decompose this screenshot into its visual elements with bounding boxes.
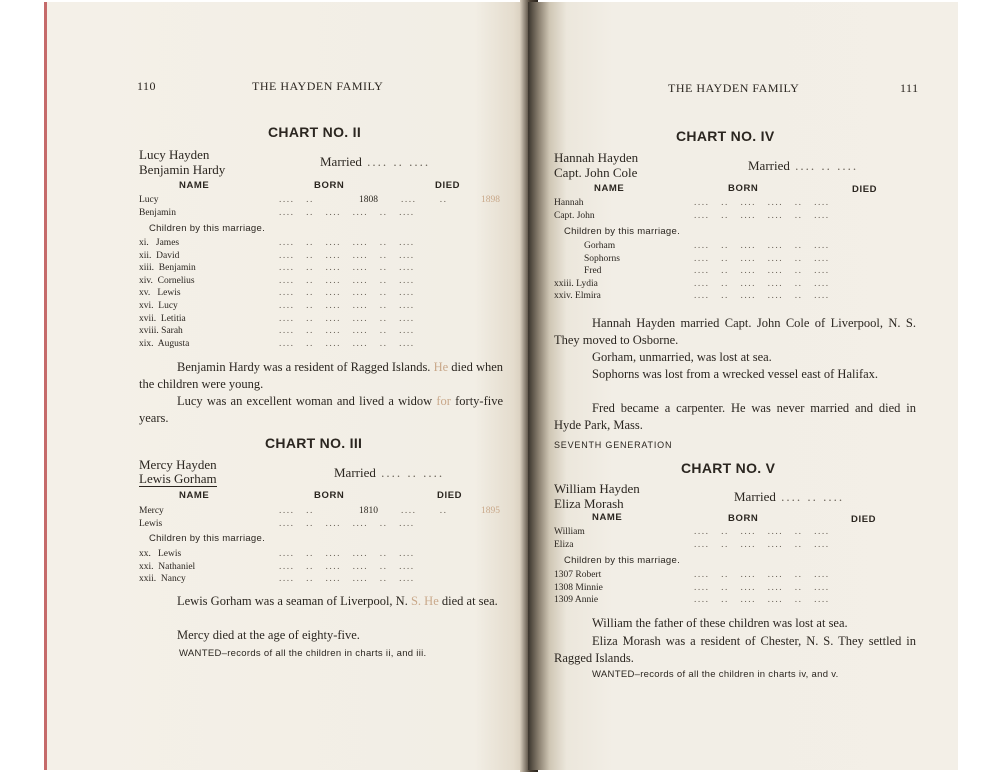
person-name: Lewis (139, 518, 163, 529)
child-name: Sophorns (584, 253, 620, 264)
person-name: William (554, 527, 585, 537)
spouse-name: Lewis Gorham (139, 471, 217, 486)
married-label: Married .... .. .... (320, 154, 431, 169)
child-name: xviii. Sarah (139, 326, 183, 337)
paragraph: Hannah Hayden married Capt. John Cole of Liverpool, N. S. They moved to Osborne. (554, 316, 916, 347)
paragraph: Benjamin Hardy was a resident of Ragged Islands. He died when the children were young. (139, 360, 504, 391)
child-name: 1309 Annie (554, 595, 599, 606)
paragraph: Lewis Gorham was a seaman of Liverpool, N. S. He died at sea. (177, 594, 498, 608)
died-year: 1895 (481, 506, 500, 516)
table-row: Sophorns .... .. .... .... .. .... (584, 253, 830, 264)
chart-iii-children (139, 548, 509, 586)
table-row: Lucy .... .. 1808 .... .. 1898 (139, 195, 500, 205)
column-header-name: NAME (179, 490, 210, 501)
table-row: xviii. Sarah .... .. .... .... .. .... (139, 326, 415, 337)
person-name: Hannah (554, 198, 584, 208)
column-header-name: NAME (594, 183, 625, 194)
married-label: Married .... .. .... (334, 465, 445, 480)
column-header-died: DIED (437, 490, 463, 501)
person-name: Benjamin (139, 207, 176, 218)
table-row: Gorham .... .. .... .... .. .... (584, 241, 830, 251)
running-header: THE HAYDEN FAMILY (252, 79, 384, 93)
table-row: William .... .. .... .... .. .... (554, 527, 830, 537)
person-name: Lucy (139, 195, 159, 205)
born-year: 1808 (359, 195, 378, 205)
column-header-name: NAME (592, 512, 623, 523)
table-row: Eliza .... .. .... .... .. .... (554, 539, 830, 550)
child-name: xi. James (139, 238, 180, 248)
child-name: xv. Lewis (139, 288, 181, 299)
person-name: Eliza (554, 539, 574, 550)
table-row: Lewis .... .. .... .... .. .... (139, 518, 415, 529)
child-name: xvii. Letitia (139, 313, 186, 324)
children-header: Children by this marriage. (564, 555, 681, 566)
column-header-died: DIED (852, 184, 878, 195)
spouse-name: Eliza Morash (554, 496, 624, 511)
table-row: xxiii. Lydia .... .. .... .... .. .... (554, 278, 830, 289)
column-header-born: BORN (314, 490, 345, 501)
table-row: xxii. Nancy .... .. .... .... .. .... (139, 574, 415, 585)
wanted-note: WANTED–records of all the children in charts ii, and iii. (179, 648, 427, 659)
person-name: Capt. John (554, 210, 595, 221)
table-row: 1307 Robert .... .. .... .... .. .... (554, 570, 830, 580)
table-row: Fred .... .. .... .... .. .... (584, 266, 830, 277)
right-page (528, 2, 958, 770)
child-name: xxiv. Elmira (554, 291, 601, 302)
chart-ii-children (139, 237, 509, 350)
table-row: xv. Lewis .... .. .... .... .. .... (139, 288, 415, 299)
running-header: THE HAYDEN FAMILY (668, 81, 800, 95)
table-row: xx. Lewis .... .. .... .... .. .... (139, 549, 415, 559)
chart-title: CHART NO. II (268, 124, 362, 140)
wanted-note: WANTED–records of all the children in charts iv, and v. (592, 669, 839, 680)
child-name: xxii. Nancy (139, 574, 186, 585)
page-number: 110 (137, 79, 157, 93)
paragraph: Eliza Morash was a resident of Chester, N. S. They settled in Ragged Islands. (554, 634, 916, 665)
born-year: 1810 (359, 506, 378, 516)
paragraph: Lucy was an excellent woman and lived a widow for forty-five years. (139, 394, 504, 425)
paragraph: Gorham, unmarried, was lost at sea. (592, 350, 772, 364)
child-name: 1308 Minnie (554, 582, 603, 593)
table-row: Benjamin .... .. .... .... .. .... (139, 207, 415, 218)
table-row: Hannah .... .. .... .... .. .... (554, 198, 830, 208)
spouse-name: Benjamin Hardy (139, 162, 226, 177)
paragraph: Sophorns was lost from a wrecked vessel east of Halifax. (592, 367, 879, 381)
table-row: xii. David .... .. .... .... .. .... (139, 250, 415, 261)
children-header: Children by this marriage. (149, 223, 266, 234)
chart-v-children (554, 569, 924, 607)
table-row: xiv. Cornelius .... .. .... .... .. .... (139, 275, 415, 286)
married-label: Married .... .. .... (734, 489, 845, 504)
children-header: Children by this marriage. (564, 226, 681, 237)
spouse-name: Capt. John Cole (554, 165, 638, 180)
chart-title: CHART NO. III (265, 435, 363, 451)
person-name: Mercy (139, 506, 164, 516)
chart-title: CHART NO. IV (676, 128, 775, 144)
chart-iv-children (554, 240, 924, 303)
child-name: xxiii. Lydia (554, 278, 598, 289)
column-header-died: DIED (851, 514, 877, 525)
column-header-name: NAME (179, 180, 210, 191)
table-row: xix. Augusta .... .. .... .... .. .... (139, 338, 415, 349)
chart-v-parents (554, 526, 924, 551)
table-row: xvi. Lucy .... .. .... .... .. .... (139, 300, 415, 311)
paragraph: Fred became a carpenter. He was never married and died in Hyde Park, Mass. (554, 401, 916, 432)
chart-iv-parents (554, 197, 924, 222)
spouse-name: William Hayden (554, 481, 640, 496)
chart-title: CHART NO. V (681, 460, 776, 476)
child-name: 1307 Robert (554, 570, 602, 580)
child-name: Fred (584, 266, 602, 277)
table-row: xxiv. Elmira .... .. .... .... .. .... (554, 291, 830, 302)
table-row: Capt. John .... .. .... .... .. .... (554, 210, 830, 221)
died-year: 1898 (481, 195, 500, 205)
table-row: xiii. Benjamin .... .. .... .... .. .... (139, 263, 415, 274)
child-name: xii. David (139, 250, 180, 261)
table-row: xi. James .... .. .... .... .. .... (139, 238, 415, 248)
spouse-name: Lucy Hayden (139, 147, 210, 162)
column-header-born: BORN (728, 183, 759, 194)
child-name: Gorham (584, 241, 616, 251)
column-header-born: BORN (314, 180, 345, 191)
chart-iii-parents (139, 505, 509, 530)
paragraph: Mercy died at the age of eighty-five. (177, 628, 360, 642)
child-name: xvi. Lucy (139, 300, 178, 311)
column-header-born: BORN (728, 513, 759, 524)
generation-label: SEVENTH GENERATION (554, 440, 673, 450)
table-row: 1309 Annie .... .. .... .... .. .... (554, 595, 830, 606)
paragraph: William the father of these children was lost at sea. (592, 616, 848, 630)
spouse-name: Hannah Hayden (554, 150, 639, 165)
child-name: xiii. Benjamin (139, 263, 196, 274)
child-name: xix. Augusta (139, 338, 190, 349)
child-name: xiv. Cornelius (139, 275, 195, 286)
column-header-died: DIED (435, 180, 461, 191)
table-row: Mercy .... .. 1810 .... .. 1895 (139, 506, 500, 516)
table-row: 1308 Minnie .... .. .... .... .. .... (554, 582, 830, 593)
left-page (44, 2, 533, 770)
page-number: 111 (900, 81, 919, 95)
married-label: Married .... .. .... (748, 158, 859, 173)
table-row: xxi. Nathaniel .... .. .... .... .. .... (139, 561, 415, 572)
children-header: Children by this marriage. (149, 533, 266, 544)
spouse-name: Mercy Hayden (139, 457, 217, 472)
table-row: xvii. Letitia .... .. .... .... .. .... (139, 313, 415, 324)
child-name: xxi. Nathaniel (139, 561, 196, 572)
chart-ii-parents (139, 194, 509, 219)
child-name: xx. Lewis (139, 549, 182, 559)
